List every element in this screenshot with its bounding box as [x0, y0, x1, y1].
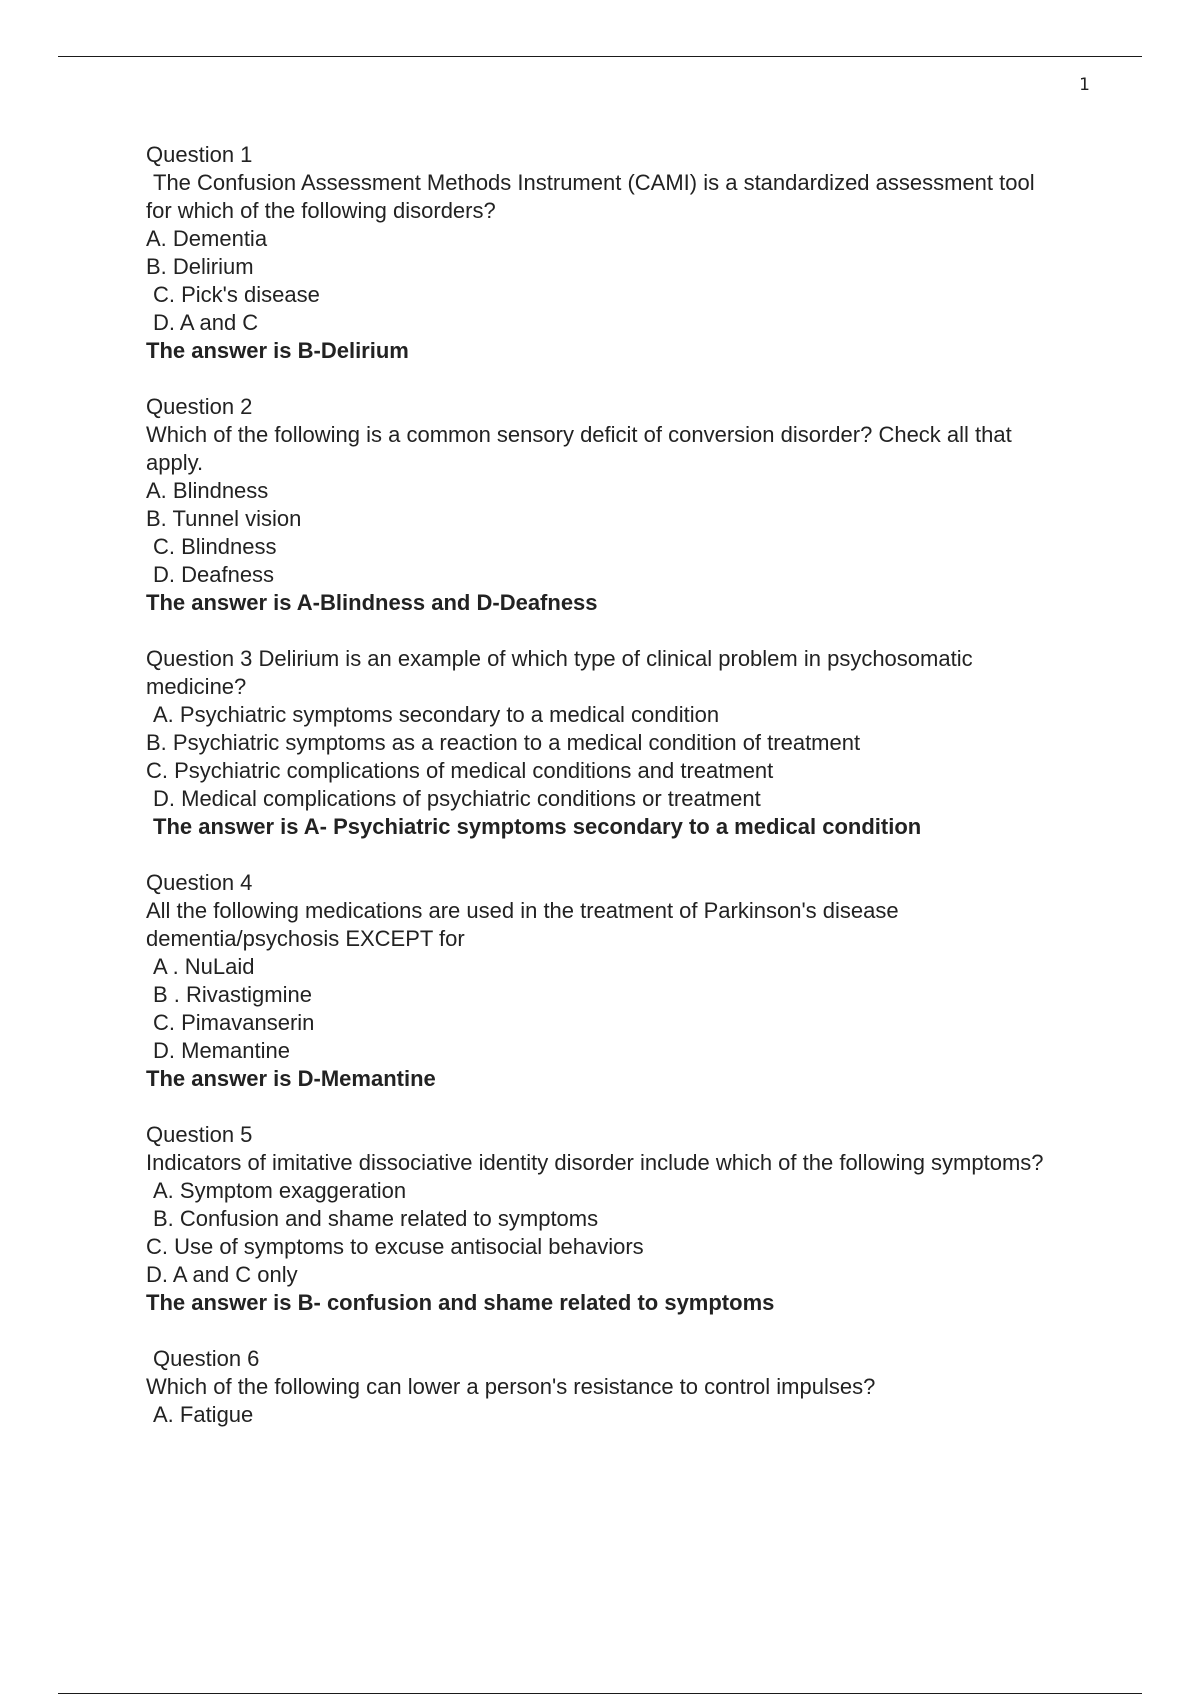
correct-answer: The answer is B- confusion and shame related to symptoms [146, 1290, 775, 1315]
question-heading: Question 5 [146, 1122, 253, 1147]
question-stem: dementia/psychosis EXCEPT for [146, 926, 465, 951]
question-stem: Indicators of imitative dissociative identity disorder include which of the following symptoms? [146, 1150, 1044, 1175]
question-block [146, 869, 1096, 1093]
footer-rule [58, 1693, 1142, 1694]
question-stem: Which of the following can lower a person's resistance to control impulses? [146, 1374, 876, 1399]
question-heading: Question 2 [146, 394, 253, 419]
answer-option: B . Rivastigmine [153, 982, 312, 1007]
question-block [146, 1345, 1096, 1429]
answer-option: A. Dementia [146, 226, 268, 251]
question-block [146, 141, 1096, 365]
answer-option: A. Blindness [146, 478, 269, 503]
question-stem: All the following medications are used in the treatment of Parkinson's disease [146, 898, 899, 923]
question-stem: for which of the following disorders? [146, 198, 496, 223]
correct-answer: The answer is A-Blindness and D-Deafness [146, 590, 598, 615]
question-heading: Question 3 Delirium is an example of which type of clinical problem in psychosomatic [146, 646, 973, 671]
header-rule [58, 56, 1142, 57]
answer-option: B. Psychiatric symptoms as a reaction to a medical condition of treatment [146, 730, 861, 755]
answer-option: C. Psychiatric complications of medical conditions and treatment [146, 758, 774, 783]
answer-option: D. Medical complications of psychiatric conditions or treatment [153, 786, 761, 811]
answer-option: C. Blindness [153, 534, 277, 559]
page-number: 1 [1079, 75, 1090, 95]
question-stem: Which of the following is a common sensory deficit of conversion disorder? Check all that [146, 422, 1012, 447]
question-stem: apply. [146, 450, 204, 475]
answer-option: D. A and C only [146, 1262, 298, 1287]
answer-option: C. Pick's disease [153, 282, 320, 307]
correct-answer: The answer is D-Memantine [146, 1066, 436, 1091]
question-heading: Question 1 [146, 142, 253, 167]
correct-answer: The answer is B-Delirium [146, 338, 409, 363]
question-block [146, 1121, 1096, 1317]
answer-option: A . NuLaid [153, 954, 255, 979]
answer-option: D. Deafness [153, 562, 275, 587]
question-block [146, 645, 1096, 841]
answer-option: A. Fatigue [153, 1402, 254, 1427]
question-block [146, 393, 1096, 617]
question-heading: Question 6 [153, 1346, 260, 1371]
question-stem: The Confusion Assessment Methods Instrument (CAMI) is a standardized assessment tool [153, 170, 1035, 195]
answer-option: A. Symptom exaggeration [153, 1178, 407, 1203]
answer-option: D. Memantine [153, 1038, 290, 1063]
answer-option: D. A and C [153, 310, 259, 335]
question-heading: Question 4 [146, 870, 253, 895]
answer-option: C. Pimavanserin [153, 1010, 315, 1035]
answer-option: B. Tunnel vision [146, 506, 302, 531]
answer-option: B. Confusion and shame related to symptoms [153, 1206, 599, 1231]
answer-option: C. Use of symptoms to excuse antisocial behaviors [146, 1234, 644, 1259]
answer-option: B. Delirium [146, 254, 254, 279]
question-stem: medicine? [146, 674, 247, 699]
document-body [146, 141, 1096, 1457]
correct-answer: The answer is A- Psychiatric symptoms secondary to a medical condition [153, 814, 922, 839]
answer-option: A. Psychiatric symptoms secondary to a medical condition [153, 702, 720, 727]
